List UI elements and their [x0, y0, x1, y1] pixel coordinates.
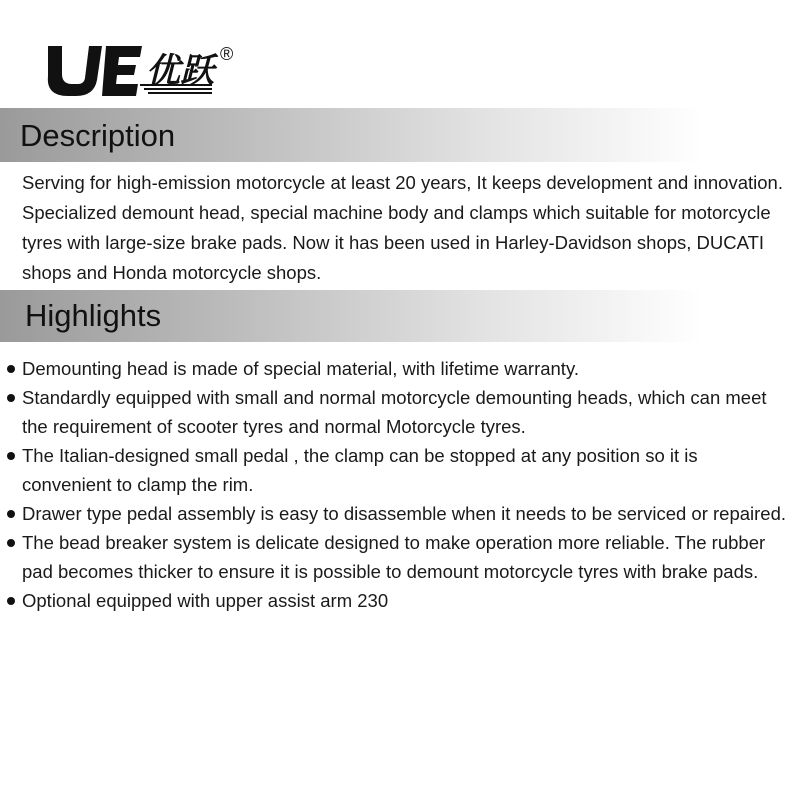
list-item: [7, 528, 789, 586]
description-heading: Description: [20, 118, 176, 153]
brand-logo: [40, 38, 250, 104]
bullet-icon: [7, 597, 15, 605]
description-body: Serving for high-emission motorcycle at least 20 years, It keeps development and innovation. Specialized demount head, special machine body and clamps which suitable for motorcycle tyres with large-size brake pads. Now it has been used in Harley-Davidson shops, DUCATI shops and Honda motorcycle shops.: [22, 172, 783, 283]
highlight-text: Standardly equipped with small and normal motorcycle demounting heads, which can meet the requirement of scooter tyres and normal Motorcycle tyres.: [22, 387, 767, 437]
highlight-text: Demounting head is made of special material, with lifetime warranty.: [22, 358, 579, 379]
highlight-text: Optional equipped with upper assist arm 230: [22, 590, 389, 611]
list-item: [7, 383, 789, 441]
list-item: [7, 586, 789, 615]
highlight-text: Drawer type pedal assembly is easy to disassemble when it needs to be serviced or repaired.: [22, 503, 787, 524]
svg-text:优跃: 优跃: [146, 51, 214, 91]
highlight-text: The Italian-designed small pedal , the clamp can be stopped at any position so it is convenient to clamp the rim.: [22, 445, 698, 495]
bullet-icon: [7, 539, 15, 547]
bullet-icon: [7, 365, 15, 373]
list-item: [7, 441, 789, 499]
ue-logo-icon: [40, 38, 250, 104]
list-item: [7, 354, 789, 383]
bullet-icon: [7, 452, 15, 460]
bullet-icon: [7, 394, 15, 402]
highlights-list: [7, 354, 789, 615]
highlight-text: The bead breaker system is delicate designed to make operation more reliable. The rubber pad becomes thicker to ensure it is possible to demount motorcycle tyres with brake pads.: [22, 532, 766, 582]
highlights-heading: Highlights: [25, 298, 162, 333]
svg-text:®: ®: [220, 44, 234, 64]
list-item: [7, 499, 789, 528]
bullet-icon: [7, 510, 15, 518]
